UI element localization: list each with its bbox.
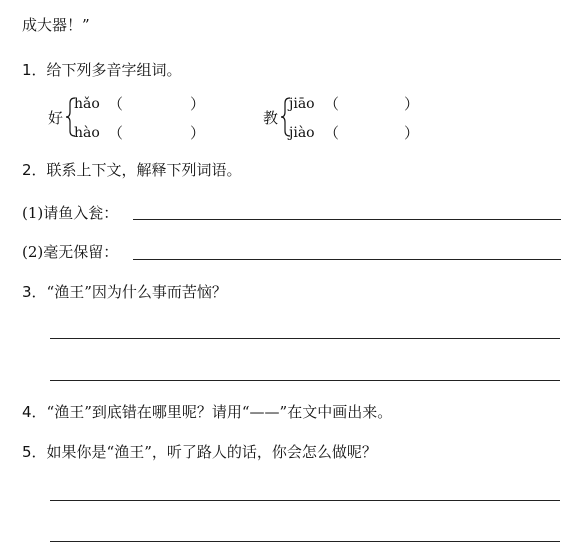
answer-line[interactable]	[50, 380, 560, 381]
question-5	[22, 442, 377, 462]
question-number: 2．	[22, 161, 47, 179]
question-number: 5．	[22, 443, 47, 461]
pinyin: jiào	[289, 125, 315, 141]
question-number: 4．	[22, 403, 47, 421]
bracket-close: ）	[190, 95, 206, 113]
bracket-open: （	[324, 95, 340, 113]
reading-row	[289, 94, 315, 114]
bracket-open: （	[108, 95, 124, 113]
answer-line[interactable]	[50, 541, 560, 542]
question-number: 1．	[22, 61, 47, 79]
question-text: 联系上下文，解释下列词语。	[46, 161, 242, 179]
reading-row	[74, 94, 100, 114]
question-number: 3．	[22, 283, 47, 301]
answer-line[interactable]	[133, 259, 561, 260]
question-text: “渔王”因为什么事而苦恼？	[46, 283, 227, 301]
question-3	[22, 282, 227, 302]
polyphone-char-jiao: 教	[263, 109, 279, 127]
pinyin: jiāo	[289, 96, 315, 112]
polyphone-char-hao: 好	[48, 109, 64, 127]
reading-row	[289, 123, 315, 143]
answer-line[interactable]	[50, 338, 560, 339]
question-text: 给下列多音字组词。	[46, 61, 182, 79]
bracket-close: ）	[404, 124, 420, 142]
intro-text: 成大器！”	[22, 16, 90, 34]
question-2	[22, 160, 242, 180]
question-1	[22, 60, 182, 80]
question-4	[22, 402, 392, 422]
term-label: (2)毫无保留：	[22, 243, 119, 261]
term-label: (1)请鱼入瓮：	[22, 204, 119, 222]
answer-line[interactable]	[133, 219, 561, 220]
pinyin: hǎo	[74, 96, 100, 112]
bracket-close: ）	[190, 124, 206, 142]
bracket-open: （	[324, 124, 340, 142]
reading-row	[74, 123, 100, 143]
pinyin: hào	[74, 125, 100, 141]
bracket-open: （	[108, 124, 124, 142]
answer-line[interactable]	[50, 500, 560, 501]
bracket-close: ）	[404, 95, 420, 113]
question-text: 如果你是“渔王”，听了路人的话，你会怎么做呢？	[46, 443, 377, 461]
question-text: “渔王”到底错在哪里呢？请用“——”在文中画出来。	[46, 403, 393, 421]
